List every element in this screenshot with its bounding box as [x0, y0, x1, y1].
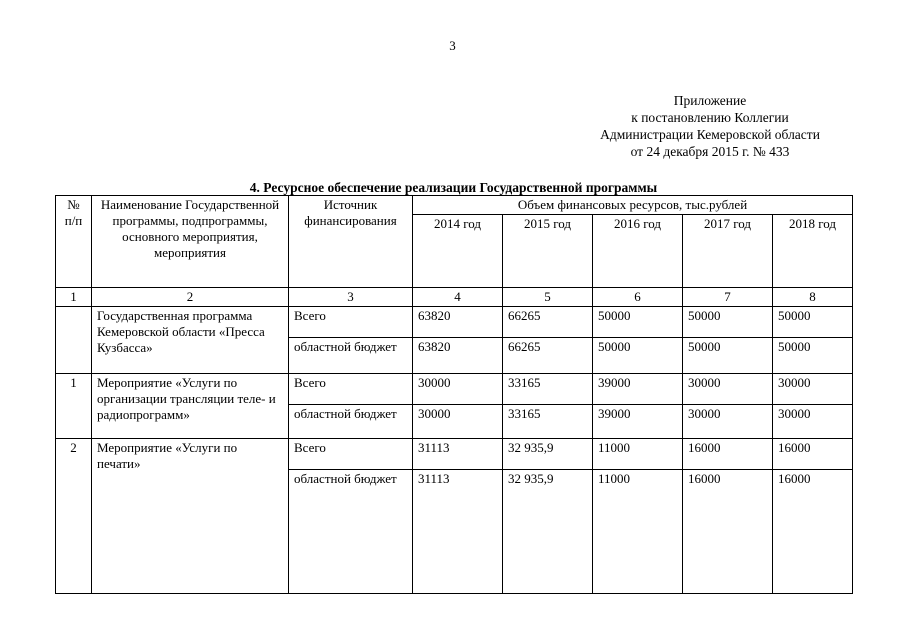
- value-cell: 11000: [593, 439, 683, 470]
- value-cell: 31113: [413, 439, 503, 470]
- appendix-line-3: Администрации Кемеровской области: [600, 127, 820, 142]
- value-cell: 50000: [683, 307, 773, 338]
- value-cell: 33165: [503, 405, 593, 439]
- header-name: Наименование Государственной программы, подпрограммы, основного мероприятия, мероприятия: [92, 196, 289, 288]
- value-cell: 50000: [593, 338, 683, 374]
- resource-table: [55, 195, 853, 594]
- value-cell: 16000: [773, 470, 853, 594]
- value-cell: 30000: [683, 405, 773, 439]
- header-year: 2018 год: [773, 215, 853, 288]
- value-cell: 50000: [773, 338, 853, 374]
- value-cell: 30000: [773, 374, 853, 405]
- row-source: областной бюджет: [289, 405, 413, 439]
- value-cell: 16000: [683, 470, 773, 594]
- header-year: 2015 год: [503, 215, 593, 288]
- column-numbers-row: [56, 288, 853, 307]
- value-cell: 11000: [593, 470, 683, 594]
- appendix-line-4: от 24 декабря 2015 г. № 433: [630, 144, 790, 159]
- value-cell: 30000: [773, 405, 853, 439]
- value-cell: 66265: [503, 307, 593, 338]
- appendix-block: [560, 92, 860, 160]
- value-cell: 66265: [503, 338, 593, 374]
- row-source: областной бюджет: [289, 470, 413, 594]
- row-num: 1: [56, 374, 92, 439]
- header-source: Источник финансирования: [289, 196, 413, 288]
- appendix-line-2: к постановлению Коллегии: [631, 110, 789, 125]
- header-year: 2014 год: [413, 215, 503, 288]
- column-number: 3: [289, 288, 413, 307]
- value-cell: 50000: [683, 338, 773, 374]
- column-number: 6: [593, 288, 683, 307]
- value-cell: 31113: [413, 470, 503, 594]
- column-number: 7: [683, 288, 773, 307]
- section-title: 4. Ресурсное обеспечение реализации Государственной программы: [249, 180, 658, 195]
- row-num: 2: [56, 439, 92, 594]
- column-number: 1: [56, 288, 92, 307]
- value-cell: 50000: [593, 307, 683, 338]
- row-source: Всего: [289, 307, 413, 338]
- header-volume: Объем финансовых ресурсов, тыс.рублей: [413, 196, 853, 215]
- row-source: Всего: [289, 439, 413, 470]
- row-name: Государственная программа Кемеровской области «Пресса Кузбасса»: [92, 307, 289, 374]
- value-cell: 30000: [413, 405, 503, 439]
- row-source: областной бюджет: [289, 338, 413, 374]
- column-number: 2: [92, 288, 289, 307]
- value-cell: 33165: [503, 374, 593, 405]
- value-cell: 16000: [683, 439, 773, 470]
- value-cell: 30000: [683, 374, 773, 405]
- column-number: 8: [773, 288, 853, 307]
- row-num: [56, 307, 92, 374]
- value-cell: 39000: [593, 405, 683, 439]
- value-cell: 30000: [413, 374, 503, 405]
- value-cell: 50000: [773, 307, 853, 338]
- value-cell: 16000: [773, 439, 853, 470]
- table-row: [56, 307, 853, 338]
- table-row: [56, 439, 853, 470]
- value-cell: 32 935,9: [503, 470, 593, 594]
- column-number: 5: [503, 288, 593, 307]
- row-source: Всего: [289, 374, 413, 405]
- table-row: [56, 374, 853, 405]
- header-year: 2016 год: [593, 215, 683, 288]
- value-cell: 32 935,9: [503, 439, 593, 470]
- header-year: 2017 год: [683, 215, 773, 288]
- row-name: Мероприятие «Услуги по организации трансляции теле- и радиопрограмм»: [92, 374, 289, 439]
- value-cell: 63820: [413, 307, 503, 338]
- value-cell: 63820: [413, 338, 503, 374]
- column-number: 4: [413, 288, 503, 307]
- row-name: Мероприятие «Услуги по печати»: [92, 439, 289, 594]
- appendix-line-1: Приложение: [673, 93, 747, 108]
- value-cell: 39000: [593, 374, 683, 405]
- page-number: 3: [449, 38, 456, 53]
- header-num: № п/п: [56, 196, 92, 288]
